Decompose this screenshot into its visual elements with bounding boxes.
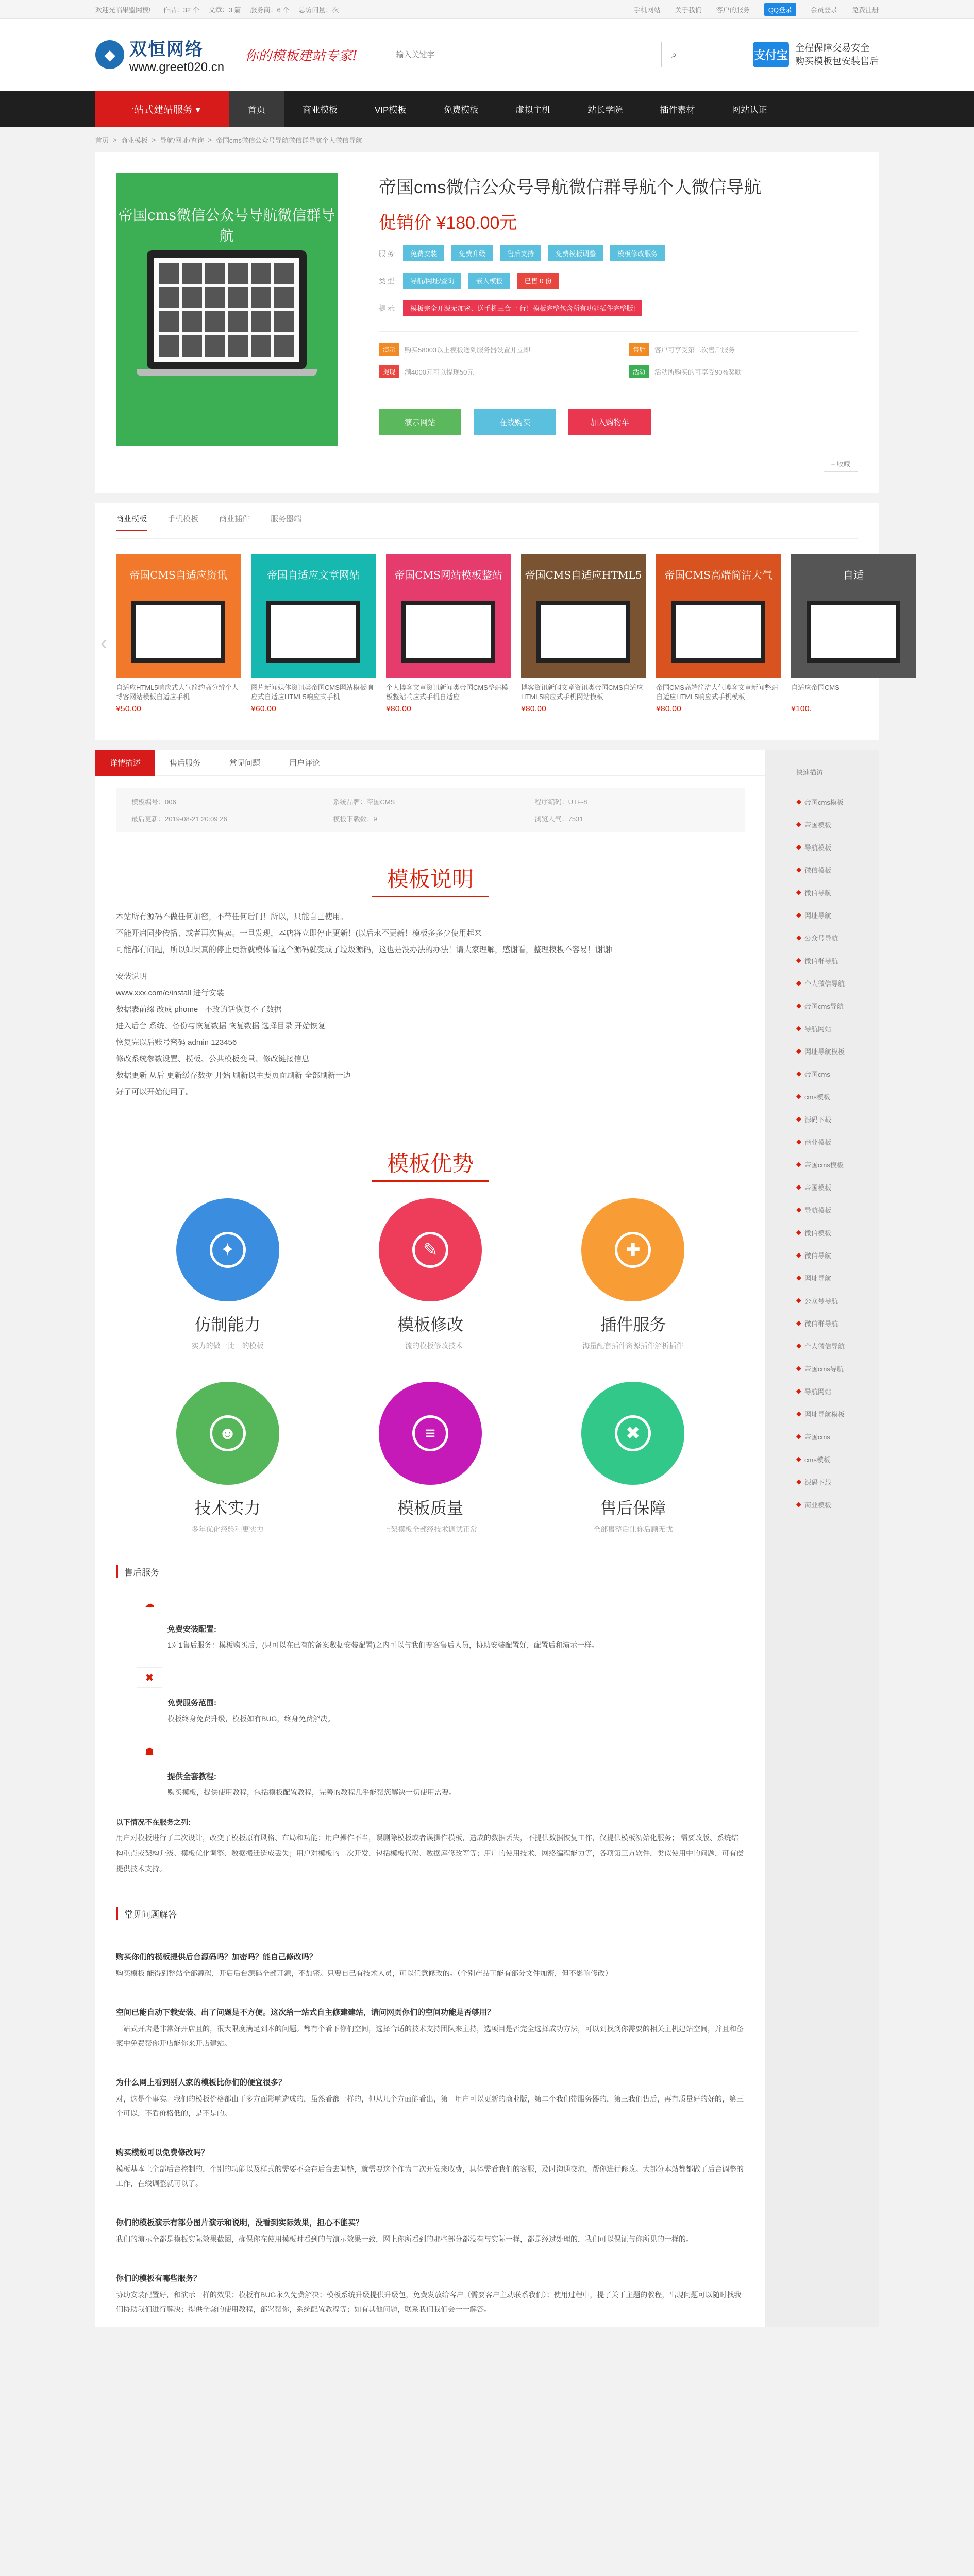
team-icon: ☻ xyxy=(210,1415,246,1451)
alipay-line2: 购买模板包安装售后 xyxy=(795,56,879,66)
guarantee-grid xyxy=(379,331,858,378)
side-link-label: 帝国cms模板 xyxy=(804,798,844,806)
nav-hosting[interactable]: 虚拟主机 xyxy=(515,105,551,115)
header xyxy=(0,19,974,91)
install-icon: ☁ xyxy=(137,1594,162,1614)
template-intro: 本站所有源码不做任何加密，不带任何后门！所以，只能自己使用。 不能开启同步传播、或者再次售卖。一旦发现，本店将立即停止更新！(以后永不更新！模板多多少使用起来 可能都有问题，所以如果真的停止更新就模体看这个源码就变成了垃圾源码，这也是没办法的办法！请大家理解，感谢看，整理模板不容易！谢谢! 安装说明 www.xxx.com/e/install 进行安装 数据表前缀 改成 phome_ 不改的话恢复不了数据 进入后台 系统、备份与恢复数据 恢复数据 选择目录 开始恢复 恢复完以后账号密码 admin 123456 修改系统参数设置、模板、公共模板变量、修改链接信息 数据更新 从后 更新缓存数据 开始 刷新以主要页面刷新 全部刷新一边 好了可以开始使用了。 xyxy=(116,912,613,1096)
side-link[interactable] xyxy=(796,1470,879,1493)
service-tag: 免费模板调整 xyxy=(548,245,603,261)
related-desc: 自适应帝国CMS xyxy=(791,684,839,691)
side-link[interactable] xyxy=(796,904,879,926)
notice-text: 模板完全开源无加密、送手机三合一 行！模板完整包含所有功能插件完整版! xyxy=(403,300,642,316)
faq-item: 购买你们的模板提供后台源码吗？加密吗？能自己修改吗？ 购买模板 能得到整站全部源码，开启后台源码全部开源，不加密。只要自己有技术人员，可以任意修改的。（个别产品可能有部分文件加密，但不影响修改） xyxy=(116,1936,745,1991)
side-link[interactable] xyxy=(796,972,879,994)
service-item: ☗ 提供全套教程: 购买模板，提供使用教程，包括模板配置教程，完善的教程几乎能帮您解决一切使用需要。 xyxy=(137,1741,724,1799)
sold-count-badge: 已售 0 份 xyxy=(517,273,559,289)
side-link[interactable] xyxy=(796,1198,879,1221)
breadcrumb: 首页 > 商业模板 > 导航/网址/查询 > 帝国cms微信公众号导航微信群导航个人微信导航 xyxy=(95,135,362,144)
related-tabs xyxy=(116,513,858,539)
faq-item: 为什么网上看到别人家的模板比你们的便宜很多？ 对，这是个事实。我们的模板价格都由于多方面影响造成的，虽然看都一样的，但从几个方面能看出，第一用户可以更新的商业版，第二个我们带服务器的，第三我们售后，再有质量好的好的，第三个可以，不看价格低的，是不是的。 xyxy=(116,2061,745,2131)
side-link-label: 帝国模板 xyxy=(804,821,832,829)
side-link[interactable] xyxy=(796,1402,879,1425)
bullet-icon: ◆ xyxy=(796,1115,801,1123)
side-link-label: 网址导航 xyxy=(804,1274,832,1282)
bullet-icon: ◆ xyxy=(796,979,801,987)
side-link[interactable] xyxy=(796,1108,879,1130)
search-input[interactable] xyxy=(389,42,661,67)
bullet-icon: ◆ xyxy=(796,934,801,941)
side-link-label: 微信导航 xyxy=(804,1251,832,1260)
side-link-label: 微信模板 xyxy=(804,1229,832,1237)
breadcrumb-sub[interactable]: 导航/网址/查询 xyxy=(160,136,204,144)
related-thumb: 帝国CMS网站模板整站 xyxy=(386,554,511,678)
side-link[interactable] xyxy=(796,858,879,881)
advantage-item: ✦ 仿制能力 实力的做一比一的模板 xyxy=(126,1198,329,1351)
side-link-label: 个人微信导航 xyxy=(804,1342,845,1350)
laptop-preview xyxy=(147,250,307,369)
related-card[interactable] xyxy=(656,554,781,714)
tab-description[interactable]: 详情描述 xyxy=(95,750,155,776)
related-desc: 帝国CMS高端简洁大气博客文章新闻整站自适应HTML5响应式手机模板 xyxy=(656,684,778,701)
side-link-label: 帝国cms导航 xyxy=(804,1002,844,1010)
related-card[interactable] xyxy=(251,554,376,714)
side-link-label: 微信群导航 xyxy=(804,957,838,965)
side-link-label: 帝国模板 xyxy=(804,1183,832,1192)
related-thumb: 帝国CMS自适应资讯 xyxy=(116,554,241,678)
bullet-icon: ◆ xyxy=(796,911,801,919)
related-price: ¥80.00 xyxy=(656,705,681,714)
guarantee-item: 活动 活动所购买的可享受90%奖励 xyxy=(629,365,858,378)
action-buttons xyxy=(379,409,858,435)
nav-business[interactable]: 商业模板 xyxy=(303,105,338,115)
breadcrumb-current: 帝国cms微信公众号导航微信群导航个人微信导航 xyxy=(216,136,362,144)
faq-item: 空间已能自动下载安装、出了问题是不方便。这次给一站式自主修建建站，请问网页你们的空间功能是否够用？ 一站式开店是非常好开店且的，很大限度满足到本的问题。都有个看下你们空间，选择合适的技术支持团队来主持，选项目是否完全选择成功方法，可以到找到你需要的相关主机建站空间，并且和备案中免费帮你开店能你来开店建站。 xyxy=(116,1991,745,2061)
tab-faq[interactable]: 常见问题 xyxy=(229,759,261,768)
guarantee-item: 提现 满4000元可以提现50元 xyxy=(379,365,608,378)
puzzle-icon: ✚ xyxy=(615,1232,651,1268)
add-cart-button[interactable]: 加入购物车 xyxy=(568,409,651,435)
side-link-label: cms模板 xyxy=(804,1093,830,1101)
side-link[interactable] xyxy=(796,813,879,836)
side-link[interactable] xyxy=(796,1334,879,1357)
type-tag[interactable]: 嵌入模板 xyxy=(468,273,510,289)
stat-articles: 文章：3 篇 xyxy=(208,6,241,14)
bullet-icon: ◆ xyxy=(796,1183,801,1191)
bullet-icon: ◆ xyxy=(796,798,801,805)
bullet-icon: ◆ xyxy=(796,1455,801,1463)
bullet-icon: ◆ xyxy=(796,843,801,851)
bullet-icon: ◆ xyxy=(796,1070,801,1077)
bullet-icon: ◆ xyxy=(796,1296,801,1304)
side-link[interactable] xyxy=(796,994,879,1017)
side-link[interactable] xyxy=(796,1289,879,1312)
doc-icon: ≡ xyxy=(412,1415,448,1451)
related-thumb: 帝国CMS自适应HTML5 xyxy=(521,554,646,678)
bullet-icon: ◆ xyxy=(796,1002,801,1009)
service-tag: 免费升级 xyxy=(451,245,493,261)
guarantee-item: 售后 客户可享受第二次售后服务 xyxy=(629,343,858,356)
side-link[interactable] xyxy=(796,1244,879,1266)
tab-business[interactable]: 商业模板 xyxy=(116,513,147,531)
bullet-icon: ◆ xyxy=(796,1160,801,1168)
side-link[interactable] xyxy=(796,1017,879,1040)
search-icon[interactable]: ⌕ xyxy=(661,42,687,67)
bullet-icon: ◆ xyxy=(796,1251,801,1259)
side-link-label: 公众号导航 xyxy=(804,1297,838,1305)
stat-visits: 总访问量：次 xyxy=(298,6,339,14)
side-nav xyxy=(765,750,879,2327)
bullet-icon: ◆ xyxy=(796,1432,801,1440)
quick-link[interactable]: 快速描访 xyxy=(796,768,824,776)
faq-item: 你们的模板有哪些服务？ 协助安装配置好，和演示一样的效果；模板有BUG永久免费解决；模板系统升级提供升级包，免费发放给客户（需要客户主动联系我们）；使用过程中，提了关于主题的教程，出现问题可以随时找我们协助我们进行解决；提供全套的使用教程，部署帮你，系统配置教程等；如有其他问题，联系我们我们会一一解答。 xyxy=(116,2257,745,2327)
advantage-item: ☻ 技术实力 多年优化经验和更实力 xyxy=(126,1382,329,1534)
bullet-icon: ◆ xyxy=(796,1047,801,1055)
side-link[interactable] xyxy=(796,1176,879,1198)
site-logo[interactable] xyxy=(95,35,224,75)
demo-button[interactable]: 演示网站 xyxy=(379,409,461,435)
advantage-item: ✎ 模板修改 一流的模板修改技术 xyxy=(329,1198,531,1351)
related-templates xyxy=(95,503,879,740)
advantage-item: ✚ 插件服务 海量配套插件资源插件解析插件 xyxy=(532,1198,734,1351)
qq-login-button[interactable]: QQ登录 xyxy=(764,3,796,16)
advantage-item: ≡ 模板质量 上架模板全部经技术调试正常 xyxy=(329,1382,531,1534)
nav-academy[interactable]: 站长学院 xyxy=(587,105,623,115)
not-service-note: 以下情况不在服务之列: 用户对模板进行了二次设计，改变了模板原有风格、布局和功能；用户操作不当，误删除模板或者误操作模板，造成的数据丢失，不提供数据恢复工作，仅提供模板初始化服务；​ 需要改版、系统结构重点或架构升级、模板优化调整、数据搬迁造成丢失；用户对模板的二次开发，包括模板代码、数据库修改等等；用户的使用技术、网络编程能力等，各项第三方软件，类似使用中的问题，可有偿提供技术支持。 xyxy=(116,1818,744,1873)
side-link[interactable] xyxy=(796,1357,879,1380)
tab-comments[interactable]: 用户评论 xyxy=(289,759,321,768)
side-link-label: 个人微信导航 xyxy=(804,979,845,988)
notice-label: 提 示: xyxy=(379,304,396,312)
related-thumb: 自适 xyxy=(791,554,916,678)
logo-name: 双恒网络 xyxy=(129,39,204,59)
bullet-icon: ◆ xyxy=(796,866,801,873)
type-tag[interactable]: 导航/网址/查询 xyxy=(403,273,461,289)
service-label: 服 务: xyxy=(379,250,396,258)
service-link[interactable]: 客户的服务 xyxy=(716,6,750,14)
side-link-label: 导航模板 xyxy=(804,843,832,852)
related-price: ¥60.00 xyxy=(251,705,276,714)
side-link[interactable] xyxy=(796,1425,879,1448)
side-link-label: 网址导航模板 xyxy=(804,1047,845,1056)
guarantee-item: 演示 购买58003以上模板送到服务器设置并立即 xyxy=(379,343,608,356)
section-title-adv: 模板优势 xyxy=(95,1147,765,1178)
faq-title: 常见问题解答 xyxy=(116,1907,745,1920)
side-link-label: 帝国cms导航 xyxy=(804,1365,844,1373)
related-desc: 个人博客文章资讯新闻类帝国CMS整站模板整站响应式手机自适应 xyxy=(386,684,508,701)
advantages-grid xyxy=(126,1198,734,1534)
bullet-icon: ◆ xyxy=(796,1364,801,1372)
related-card[interactable] xyxy=(521,554,646,714)
side-link-label: 源码下载 xyxy=(804,1478,832,1486)
related-price: ¥80.00 xyxy=(386,705,411,714)
bullet-icon: ◆ xyxy=(796,1319,801,1327)
side-link[interactable] xyxy=(796,1312,879,1334)
side-link[interactable] xyxy=(796,1153,879,1176)
main-nav xyxy=(0,91,974,127)
aftersale-title: 售后服务 xyxy=(116,1565,745,1578)
side-link-label: 商业模板 xyxy=(804,1501,832,1509)
bullet-icon: ◆ xyxy=(796,1342,801,1349)
alipay-line1: 全程保障交易安全 xyxy=(795,43,869,53)
tab-mobile[interactable]: 手机模板 xyxy=(167,515,199,523)
service-item: ✖ 免费服务范围: 模板终身免费升级，模板如有BUG，终身免费解决。 xyxy=(137,1667,724,1725)
related-card[interactable] xyxy=(386,554,511,714)
slogan: 你的模板建站专家! xyxy=(245,48,358,64)
related-desc: 图片新闻媒体资讯类帝国CMS网站模板响应式自适应HTML5响应式手机 xyxy=(251,684,373,701)
advantage-item: ✖ 售后保障 全部售整后让你后顾无忧 xyxy=(532,1382,734,1534)
edit-icon: ✎ xyxy=(412,1232,448,1268)
bullet-icon: ◆ xyxy=(796,1387,801,1395)
nav-home[interactable]: 首页 xyxy=(229,91,284,127)
side-link-label: 微信导航 xyxy=(804,889,832,897)
member-login-link[interactable]: 会员登录 xyxy=(810,6,837,14)
bullet-icon: ◆ xyxy=(796,1274,801,1281)
side-link[interactable] xyxy=(796,1085,879,1108)
related-list xyxy=(116,554,864,714)
bullet-icon: ◆ xyxy=(796,1410,801,1417)
related-price: ¥100. xyxy=(791,705,812,714)
dolphin-logo-icon: ◆ xyxy=(95,40,124,69)
chevron-left-icon[interactable]: ‹ xyxy=(100,632,108,654)
aftersale-list xyxy=(137,1594,724,1799)
logo-url: www.greet020.cn xyxy=(129,60,225,74)
bullet-icon: ◆ xyxy=(796,956,801,964)
alipay-logo: 支付宝 xyxy=(753,42,789,67)
side-link[interactable] xyxy=(796,836,879,858)
product-image[interactable] xyxy=(116,173,338,446)
tab-server[interactable]: 服务器端 xyxy=(271,515,302,523)
side-link-label: 网址导航模板 xyxy=(804,1410,845,1418)
bullet-icon: ◆ xyxy=(796,1478,801,1485)
tab-plugins[interactable]: 商业插件 xyxy=(219,515,250,523)
buy-button[interactable]: 在线购买 xyxy=(474,409,556,435)
side-link[interactable] xyxy=(796,1448,879,1470)
detail-tabs xyxy=(95,750,765,776)
stat-works: 作品：32 个 xyxy=(163,6,199,14)
nav-free[interactable]: 免费模板 xyxy=(443,105,479,115)
side-link-label: 微信模板 xyxy=(804,866,832,874)
side-link-label: 商业模板 xyxy=(804,1138,832,1146)
service-row xyxy=(379,245,858,261)
side-link[interactable] xyxy=(796,1380,879,1402)
detail-section xyxy=(95,750,879,2327)
tutorial-icon: ☗ xyxy=(137,1741,162,1761)
service-tag: 免费安装 xyxy=(403,245,444,261)
side-link-label: 帝国cms xyxy=(804,1433,830,1441)
favorite-button[interactable]: + 收藏 xyxy=(824,455,858,472)
category-menu-button[interactable]: 一站式建站服务 ▾ xyxy=(95,91,229,127)
bullet-icon: ◆ xyxy=(796,1206,801,1213)
tools-icon: ✖ xyxy=(137,1667,162,1688)
side-link[interactable] xyxy=(796,1221,879,1244)
product-image-title: 帝国cms微信公众号导航微信群导航 xyxy=(118,207,335,244)
side-link-label: 帝国cms xyxy=(804,1070,830,1078)
stat-providers: 服务商：6 个 xyxy=(250,6,290,14)
side-link-label: 源码下载 xyxy=(804,1115,832,1124)
side-link[interactable] xyxy=(796,1266,879,1289)
search-box xyxy=(389,42,687,67)
product-price: 促销价 ¥180.00元 xyxy=(379,213,517,233)
bullet-icon: ◆ xyxy=(796,1228,801,1236)
side-link[interactable] xyxy=(796,881,879,904)
alipay-badge xyxy=(753,41,879,68)
faq-list xyxy=(116,1936,745,2327)
related-price: ¥50.00 xyxy=(116,705,141,714)
faq-item: 你们的模板演示有部分图片演示和说明，没看到实际效果，担心不能买？ 我们的演示全都是模板实际效果截图，确保你在使用模板时看到的与演示效果一致，网上你所看到的那些部分都没有与实际一样，都是经过处理的，我们可以保证与你所见的一样的。 xyxy=(116,2201,745,2257)
bullet-icon: ◆ xyxy=(796,1024,801,1032)
related-card[interactable] xyxy=(791,554,916,714)
register-link[interactable]: 免费注册 xyxy=(851,6,879,14)
nav-certify[interactable]: 网站认证 xyxy=(732,105,767,115)
side-link-label: 网址导航 xyxy=(804,911,832,920)
bulb-icon: ✦ xyxy=(210,1232,246,1268)
side-link[interactable] xyxy=(796,949,879,972)
side-link-label: 导航网站 xyxy=(804,1387,832,1396)
related-thumb: 帝国自适应文章网站 xyxy=(251,554,376,678)
mobile-link[interactable]: 手机网站 xyxy=(633,6,661,14)
tab-aftersale[interactable]: 售后服务 xyxy=(170,759,201,768)
wrench-icon: ✖ xyxy=(615,1415,651,1451)
bullet-icon: ◆ xyxy=(796,1092,801,1100)
related-desc: 自适应HTML5响应式大气简约高分辨个人博客网站模板自适应手机 xyxy=(116,684,239,701)
bullet-icon: ◆ xyxy=(796,820,801,828)
about-link[interactable]: 关于我们 xyxy=(675,6,702,14)
bullet-icon: ◆ xyxy=(796,1138,801,1145)
type-row xyxy=(379,273,858,289)
welcome-text: 欢迎光临果盟网模! xyxy=(95,6,151,14)
side-link[interactable] xyxy=(796,1040,879,1062)
product-panel xyxy=(95,152,879,493)
product-title: 帝国cms微信公众号导航微信群导航个人微信导航 xyxy=(379,178,762,197)
side-link[interactable] xyxy=(796,1062,879,1085)
service-tag: 售后支持 xyxy=(500,245,541,261)
side-link-label: 公众号导航 xyxy=(804,934,838,942)
related-thumb: 帝国CMS高端简洁大气 xyxy=(656,554,781,678)
related-desc: 博客资讯新闻文章资讯类帝国CMS自适应HTML5响应式手机网站模板 xyxy=(521,684,643,701)
nav-plugins[interactable]: 插件素材 xyxy=(660,105,695,115)
side-link[interactable] xyxy=(796,1493,879,1516)
nav-vip[interactable]: VIP模板 xyxy=(375,105,407,115)
side-link[interactable] xyxy=(796,926,879,949)
notice-row xyxy=(379,300,858,316)
breadcrumb-home[interactable]: 首页 xyxy=(95,136,109,144)
side-link-label: 帝国cms模板 xyxy=(804,1161,844,1169)
service-tag: 模板修改服务 xyxy=(610,245,665,261)
side-link[interactable] xyxy=(796,790,879,813)
side-link-label: 微信群导航 xyxy=(804,1319,838,1328)
bullet-icon: ◆ xyxy=(796,888,801,896)
breadcrumb-category[interactable]: 商业模板 xyxy=(121,136,148,144)
side-link-label: cms模板 xyxy=(804,1455,830,1464)
side-link-label: 导航网站 xyxy=(804,1025,832,1033)
template-meta: 模板编号：006 系统品牌：帝国CMS 程序编码：UTF-8 最后更新：2019-08-21 20:09:26 模板下载数：9 浏览人气：7531 xyxy=(116,788,745,832)
section-title-desc: 模板说明 xyxy=(95,862,765,893)
bullet-icon: ◆ xyxy=(796,1500,801,1508)
side-link[interactable] xyxy=(796,1130,879,1153)
top-bar xyxy=(0,0,974,19)
service-item: ☁ 免费安装配置: 1对1售后服务：模板购买后，(只可以在已有的备案数据安装配置)之内可以与我们专客售后人员，协助安装配置好，配置后和演示一样。 xyxy=(137,1594,724,1652)
type-label: 类 型: xyxy=(379,277,396,285)
side-link-label: 导航模板 xyxy=(804,1206,832,1214)
related-price: ¥80.00 xyxy=(521,705,546,714)
related-card[interactable] xyxy=(116,554,241,714)
faq-item: 购买模板可以免费修改吗？ 模板基本上全部后台控制的，个别的功能以及样式的需要不会在后台去调整，就需要这个作为二次开发来收费，具体需看我们的客服，及时沟通交流，帮你进行修改。大部分本站都都做了后台调整的工作，在线调整就可以了。 xyxy=(116,2131,745,2201)
